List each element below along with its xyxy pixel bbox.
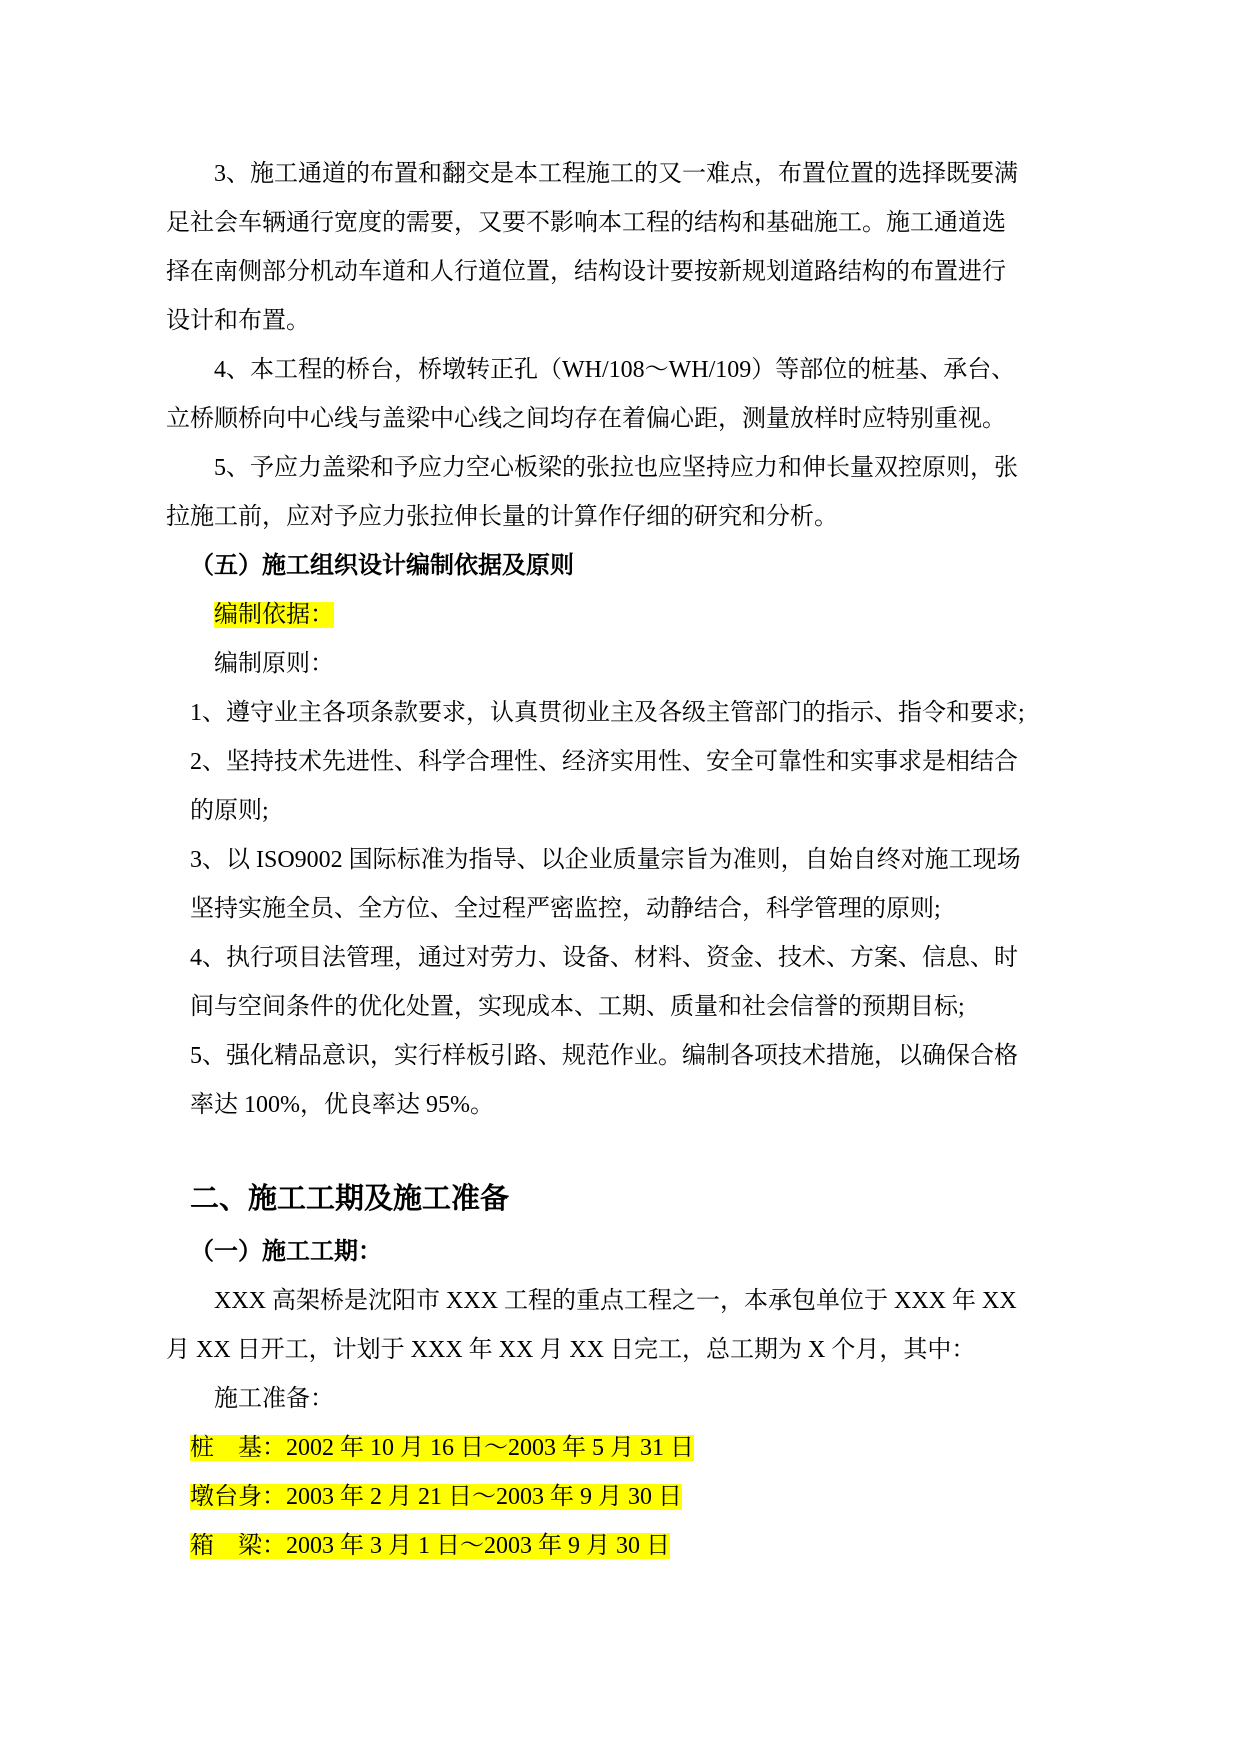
principle-2 xyxy=(190,738,1060,836)
text-line: 5、强化精品意识，实行样板引路、规范作业。编制各项技术措施，以确保合格 xyxy=(190,1043,1018,1069)
text-line: 3、以 ISO9002 国际标准为指导、以企业质量宗旨为准则，自始自终对施工现场 xyxy=(190,847,1021,873)
schedule-girder xyxy=(190,1522,1060,1571)
schedule-pier xyxy=(190,1473,1060,1522)
text-line: 3、施工通道的布置和翻交是本工程施工的又一难点，布置位置的选择既要满 xyxy=(214,161,1018,187)
section-spacer xyxy=(190,1130,1060,1175)
period-paragraph xyxy=(166,1277,1060,1375)
text-line: 拉施工前，应对予应力张拉伸长量的计算作仔细的研究和分析。 xyxy=(166,504,838,530)
schedule-item: 箱 梁：2003 年 3 月 1 日～2003 年 9 月 30 日 xyxy=(190,1533,670,1559)
text-line: 足社会车辆通行宽度的需要，又要不影响本工程的结构和基础施工。施工通道选 xyxy=(166,210,1006,236)
basis-label: 编制依据： xyxy=(214,602,334,628)
paragraph-item-4 xyxy=(166,346,1060,444)
text-line: 2、坚持技术先进性、科学合理性、经济实用性、安全可靠性和实事求是相结合 xyxy=(190,749,1018,775)
document-page xyxy=(166,150,1060,1571)
text-line: 的原则; xyxy=(190,798,269,824)
text-line: 间与空间条件的优化处置，实现成本、工期、质量和社会信誉的预期目标; xyxy=(190,994,965,1020)
text-line: 择在南侧部分机动车道和人行道位置，结构设计要按新规划道路结构的布置进行 xyxy=(166,259,1006,285)
period-heading: （一）施工工期： xyxy=(190,1239,382,1265)
text-line: 月 XX 日开工，计划于 XXX 年 XX 月 XX 日完工，总工期为 X 个月，其中： xyxy=(166,1337,976,1363)
text-line: 坚持实施全员、全方位、全过程严密监控，动静结合，科学管理的原则; xyxy=(190,896,941,922)
section-5-heading: （五）施工组织设计编制依据及原则 xyxy=(190,553,574,579)
text-line: 4、本工程的桥台，桥墩转正孔（WH/108～WH/109）等部位的桩基、承台、 xyxy=(214,357,1016,383)
prep-label: 施工准备： xyxy=(214,1386,334,1412)
paragraph-item-3 xyxy=(166,150,1060,346)
basis-label-row xyxy=(190,591,1060,640)
chapter-2-title: 二、施工工期及施工准备 xyxy=(190,1183,510,1215)
principle-label: 编制原则： xyxy=(214,651,334,677)
principle-1 xyxy=(190,689,1060,738)
text-line: 率达 100%，优良率达 95%。 xyxy=(190,1092,494,1118)
schedule-item: 桩 基：2002 年 10 月 16 日～2003 年 5 月 31 日 xyxy=(190,1435,694,1461)
schedule-pile xyxy=(190,1424,1060,1473)
paragraph-item-5 xyxy=(166,444,1060,542)
principle-3 xyxy=(190,836,1060,934)
text-line: 4、执行项目法管理，通过对劳力、设备、材料、资金、技术、方案、信息、时 xyxy=(190,945,1018,971)
text-line: 立桥顺桥向中心线与盖梁中心线之间均存在着偏心距，测量放样时应特别重视。 xyxy=(166,406,1006,432)
text-line: 设计和布置。 xyxy=(166,308,310,334)
principle-4 xyxy=(190,934,1060,1032)
principle-5 xyxy=(190,1032,1060,1130)
text-line: 1、遵守业主各项条款要求，认真贯彻业主及各级主管部门的指示、指令和要求; xyxy=(190,700,1025,726)
text-line: 5、予应力盖梁和予应力空心板梁的张拉也应坚持应力和伸长量双控原则，张 xyxy=(214,455,1018,481)
text-line: XXX 高架桥是沈阳市 XXX 工程的重点工程之一，本承包单位于 XXX 年 XX xyxy=(214,1288,1017,1314)
schedule-item: 墩台身：2003 年 2 月 21 日～2003 年 9 月 30 日 xyxy=(190,1484,682,1510)
